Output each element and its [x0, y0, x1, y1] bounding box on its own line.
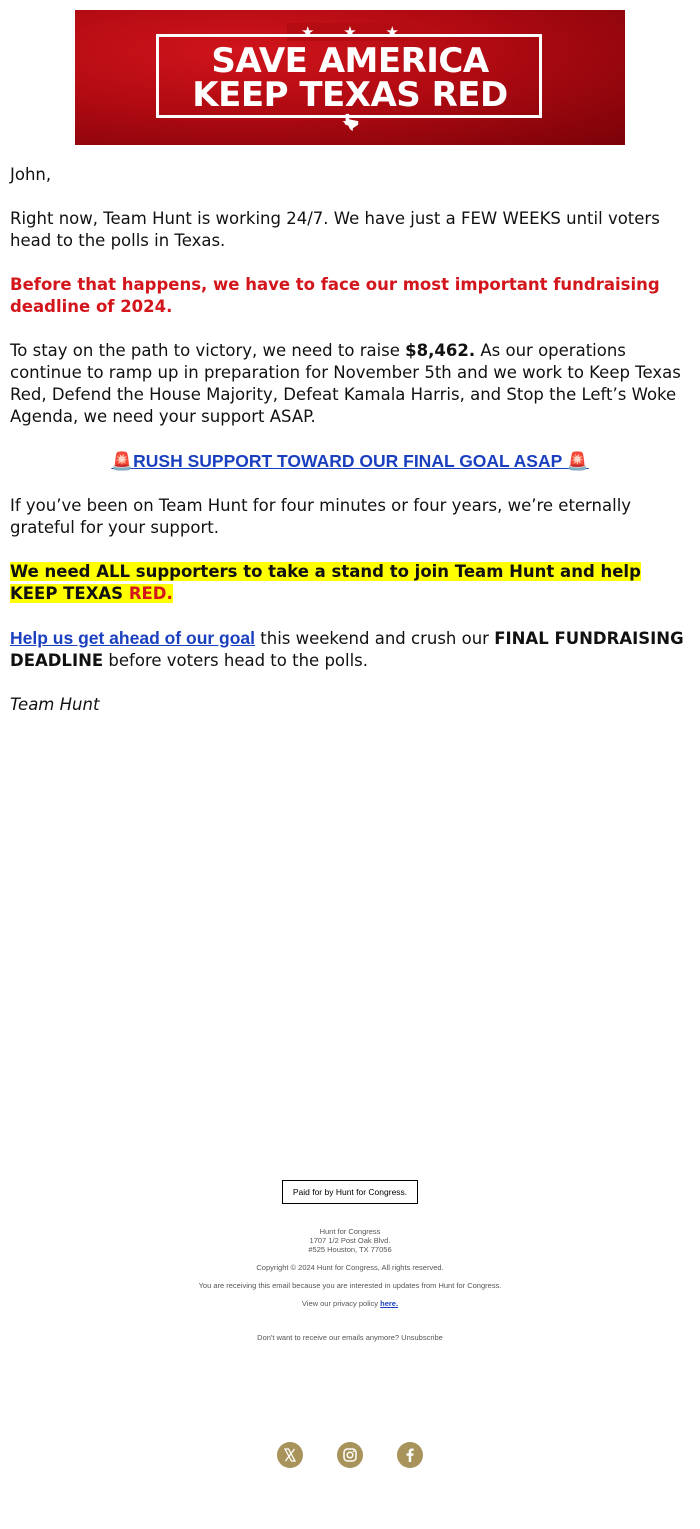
- footer-address-2: #525 Houston, TX 77056: [308, 1245, 392, 1254]
- paragraph-6: Help us get ahead of our goal this weekend and crush our FINAL FUNDRAISING DEADLINE before voters head to the polls.: [10, 628, 684, 670]
- email-body: [10, 164, 690, 738]
- x-icon[interactable]: [277, 1442, 303, 1468]
- siren-icon: 🚨: [111, 451, 134, 471]
- paid-for-box: Paid for by Hunt for Congress.: [282, 1180, 418, 1204]
- banner-line-1: SAVE AMERICA: [211, 41, 489, 81]
- paragraph-5: We need ALL supporters to take a stand to join Team Hunt and help KEEP TEXAS RED.: [10, 562, 641, 603]
- stars: ★ ★ ★: [75, 22, 625, 42]
- goal-amount: $8,462.: [405, 341, 476, 360]
- footer-unsubscribe[interactable]: Don't want to receive our emails anymore? Unsubscribe: [257, 1333, 443, 1342]
- texas-icon: [342, 113, 360, 131]
- facebook-icon[interactable]: [397, 1442, 423, 1468]
- footer-copyright: Copyright © 2024 Hunt for Congress, All rights reserved.: [256, 1263, 444, 1272]
- greeting: John,: [10, 165, 52, 184]
- privacy-link[interactable]: here.: [380, 1299, 399, 1308]
- footer-org: Hunt for Congress: [319, 1227, 381, 1236]
- footer-privacy: View our privacy policy here.: [301, 1299, 399, 1308]
- header-banner: [75, 10, 625, 145]
- instagram-icon[interactable]: [337, 1442, 363, 1468]
- banner-line-2: KEEP TEXAS RED: [192, 75, 508, 115]
- get-ahead-link[interactable]: Help us get ahead of our goal: [10, 628, 256, 648]
- siren-icon: 🚨: [566, 451, 589, 471]
- footer-receiving: You are receiving this email because you are interested in updates from Hunt for Congress.: [198, 1281, 502, 1290]
- paragraph-3: To stay on the path to victory, we need to raise $8,462. As our operations continue to ramp up in preparation for November 5th and we work to Keep Texas Red, Defend the House Majority, Defeat Kamala Harris, and Stop the Left’s Woke Agenda, we need your support ASAP.: [10, 341, 681, 426]
- paragraph-4: If you’ve been on Team Hunt for four minutes or four years, we’re eternally grateful for your support.: [10, 496, 632, 537]
- footer-address: [0, 1227, 700, 1254]
- footer-address-1: 1707 1/2 Post Oak Blvd.: [309, 1236, 391, 1245]
- paragraph-2-red: Before that happens, we have to face our most important fundraising deadline of 2024.: [10, 275, 660, 316]
- signature: Team Hunt: [10, 695, 100, 714]
- cta-row: [10, 450, 690, 473]
- rush-support-link[interactable]: 🚨RUSH SUPPORT TOWARD OUR FINAL GOAL ASAP 🚨: [111, 451, 589, 471]
- paragraph-1: Right now, Team Hunt is working 24/7. We have just a FEW WEEKS until voters head to the polls in Texas.: [10, 209, 660, 250]
